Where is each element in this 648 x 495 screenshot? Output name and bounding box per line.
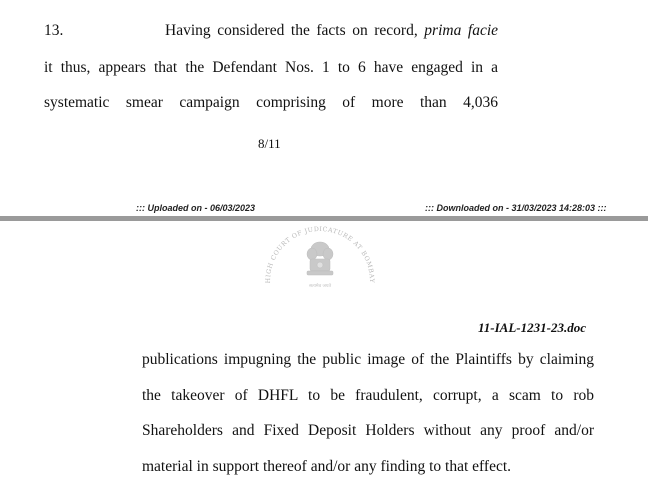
downloaded-on-footer: ::: Downloaded on - 31/03/2023 14:28:03 ::: <box>425 203 607 213</box>
seal-motto: सत्यमेव जयते <box>308 284 332 289</box>
paragraph-continued-line-2: the takeover of DHFL to be fraudulent, corrupt, a scam to rob <box>142 387 594 404</box>
seal-text: HIGH COURT OF JUDICATURE AT BOMBAY <box>264 225 376 284</box>
paragraph-continued-line-3: Shareholders and Fixed Deposit Holders without any proof and/or <box>142 422 594 439</box>
paragraph-line-1-text: Having considered the facts on record, <box>165 22 425 39</box>
lion-capital-emblem <box>307 242 333 275</box>
paragraph-line-2: it thus, appears that the Defendant Nos. 1 to 6 have engaged in a <box>44 59 498 76</box>
paragraph-continued-line-1: publications impugning the public image of the Plaintiffs by claiming <box>142 351 594 368</box>
paragraph-number: 13. <box>44 22 64 39</box>
paragraph-continued-line-4: material in support thereof and/or any finding to that effect. <box>142 458 512 475</box>
paragraph-line-1-italic: prima facie <box>424 22 499 39</box>
paragraph-line-1 <box>165 22 498 40</box>
court-seal-watermark <box>260 225 380 297</box>
paragraph-line-3: systematic smear campaign comprising of more than 4,036 <box>44 94 498 111</box>
page-separator <box>0 216 648 221</box>
page-number: 8/11 <box>258 136 281 151</box>
document-name: 11-IAL-1231-23.doc <box>478 320 586 335</box>
uploaded-on-footer: ::: Uploaded on - 06/03/2023 <box>136 203 256 213</box>
